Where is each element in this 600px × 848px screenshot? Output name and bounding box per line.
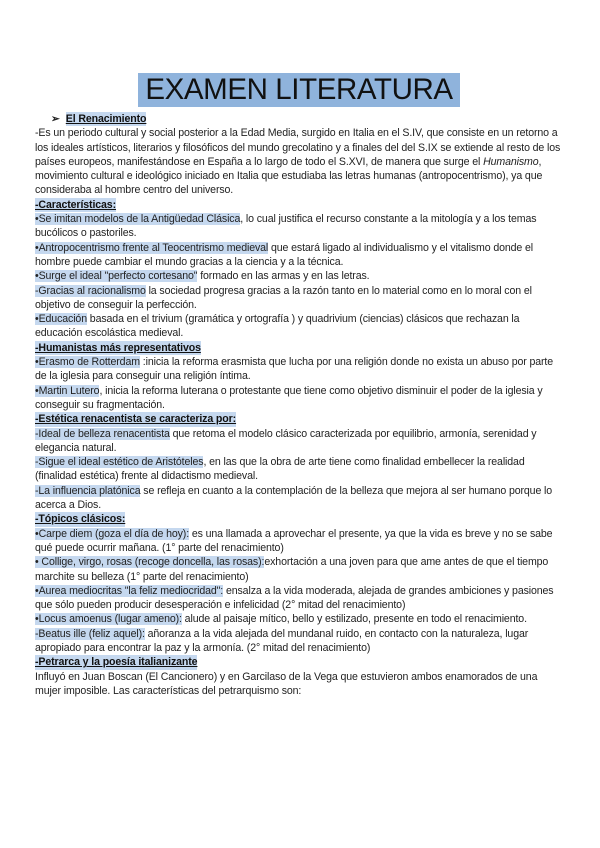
list-item [35, 212, 565, 241]
list-item [35, 355, 565, 384]
list-item [35, 455, 565, 484]
text: formado en las armas y en las letras. [197, 270, 370, 283]
highlight-text: •Educación [35, 313, 87, 326]
italic-term: Humanismo [483, 155, 539, 168]
highlight-text: •Carpe diem (goza el día de hoy): [35, 527, 190, 540]
highlight-text: -Ideal de belleza renacentista [35, 427, 170, 440]
highlight-text: •Locus amoenus (lugar ameno): [35, 613, 182, 626]
highlight-text: • Collige, virgo, rosas (recoge doncella, las rosas): [35, 556, 265, 569]
highlight-text: •Se imitan modelos de la Antigüedad Clásica [35, 213, 241, 226]
list-item [35, 484, 565, 513]
text: que retoma el modelo clásico caracterizada por equilibrio, armonía, serenidad y elegancia natural. [35, 427, 537, 454]
page-title: EXAMEN LITERATURA [138, 73, 460, 107]
text: la sociedad progresa gracias a la razón tanto en lo material como en lo moral con el objetivo de conseguir la perfección. [35, 284, 532, 311]
document-body [35, 112, 565, 698]
highlight-text: •Aurea mediocritas "la feliz mediocridad": [35, 584, 224, 597]
text: ensalza a la vida moderada, alejada de grandes ambiciones y pasiones que sólo pueden producir desesperación e infelicidad (2° mitad del renacimiento) [35, 584, 554, 612]
list-item [35, 241, 565, 270]
list-item [35, 612, 565, 626]
text: alude al paisaje mítico, bello y estilizado, presente en todo el renacimiento. [181, 613, 527, 626]
highlight-text: •Erasmo de Rotterdam [35, 356, 140, 369]
arrow-bullet-icon: ➢ [51, 113, 60, 125]
section-heading-renacimiento [35, 112, 565, 126]
highlight-text: •Antropocentrismo frente al Teocentrismo medieval [35, 241, 269, 254]
list-item [35, 384, 565, 413]
list-item [35, 584, 565, 613]
heading-text: -Estética renacentista se caracteriza por: [35, 413, 237, 426]
list-item [35, 427, 565, 456]
section-heading-caracteristicas [35, 198, 565, 212]
text: exhortación a una joven para que ame antes de que el tiempo marchite su belleza (1° parte del renacimiento) [35, 556, 549, 583]
section-heading-estetica [35, 412, 565, 426]
section-heading-humanistas [35, 341, 565, 355]
heading-text: -Petrarca y la poesía italianizante [35, 656, 198, 669]
text: se refleja en cuanto a la contemplación de la belleza que mejora al ser humano porque lo acerca a Dios. [35, 484, 553, 512]
section-heading-petrarca [35, 655, 565, 669]
text: es una llamada a aprovechar el presente, ya que la vida es breve y no se sabe qué puede ocurrir mañana. (1° parte del renacimiento) [35, 527, 553, 554]
list-item [35, 555, 565, 584]
highlight-text: -Gracias al racionalismo [35, 284, 146, 297]
heading-text: -Tópicos clásicos: [35, 513, 126, 526]
heading-text: El Renacimiento [65, 113, 147, 125]
text: basada en el trivium (gramática y ortografía ) y quadrivium (ciencias) clásicos que rechazan la educación escolástica medieval. [35, 313, 520, 340]
text: -Es un periodo cultural y social posterior a la Edad Media, surgido en Italia en el S.IV, que consiste en un retorno a los ideales artísticos, literarios y filosóficos del mundo grecolatino y a finales del del S.IX se extiende al resto de los países europeos, manifestándose en España a lo largo de todo el S.XVI, de manera que surge el [35, 127, 561, 168]
highlight-text: -La influencia platónica [35, 484, 141, 497]
highlight-text: -Beatus ille (feliz aquel): [35, 627, 145, 640]
paragraph-petrarca: Influyó en Juan Boscan (El Cancionero) y en Garcilaso de la Vega que estuvieron ambos enamorados de una mujer imposible. Las características del petrarquismo son: [35, 670, 538, 697]
list-item [35, 269, 565, 283]
heading-text: -Humanistas más representativos [35, 341, 201, 354]
text: , lo cual justifica el recurso constante a la mitología y a los temas bucólicos o pastoriles. [35, 213, 537, 240]
text: añoranza a la vida alejada del mundanal ruido, en contacto con la naturaleza, lugar apropiado para encontrar la paz y la armonía. (2° mitad del renacimiento) [35, 627, 529, 654]
text: , inicia la reforma luterana o protestante que tiene como objetivo disminuir el poder de la iglesia y conseguir su fragmentación. [35, 384, 543, 411]
text: , en las que la obra de arte tiene como finalidad embellecer la realidad (finalidad estética) frente al didactismo medieval. [35, 456, 525, 483]
list-item [35, 284, 565, 313]
highlight-text: •Surge el ideal "perfecto cortesano" [35, 270, 198, 283]
highlight-text: •Martin Lutero [35, 384, 100, 397]
text: :inicia la reforma erasmista que lucha por una religión donde no exista un abuso por parte de la iglesia para conseguir una religión íntima. [35, 356, 554, 383]
paragraph-renacimiento [35, 126, 565, 197]
text: , movimiento cultural e ideológico iniciado en Italia que estudiaba las letras humanas (antropocentrismo), ya que consideraba al hombre centro del universo. [35, 155, 543, 197]
list-item [35, 627, 565, 656]
highlight-text: -Sigue el ideal estético de Aristóteles [35, 456, 204, 469]
list-item [35, 527, 565, 556]
heading-text: -Características: [35, 198, 116, 211]
list-item [35, 312, 565, 341]
text: que estará ligado al individualismo y el vitalismo donde el hombre puede cambiar el mundo gracias a la ciencia y a la técnica. [35, 241, 534, 268]
section-heading-topicos [35, 512, 565, 526]
